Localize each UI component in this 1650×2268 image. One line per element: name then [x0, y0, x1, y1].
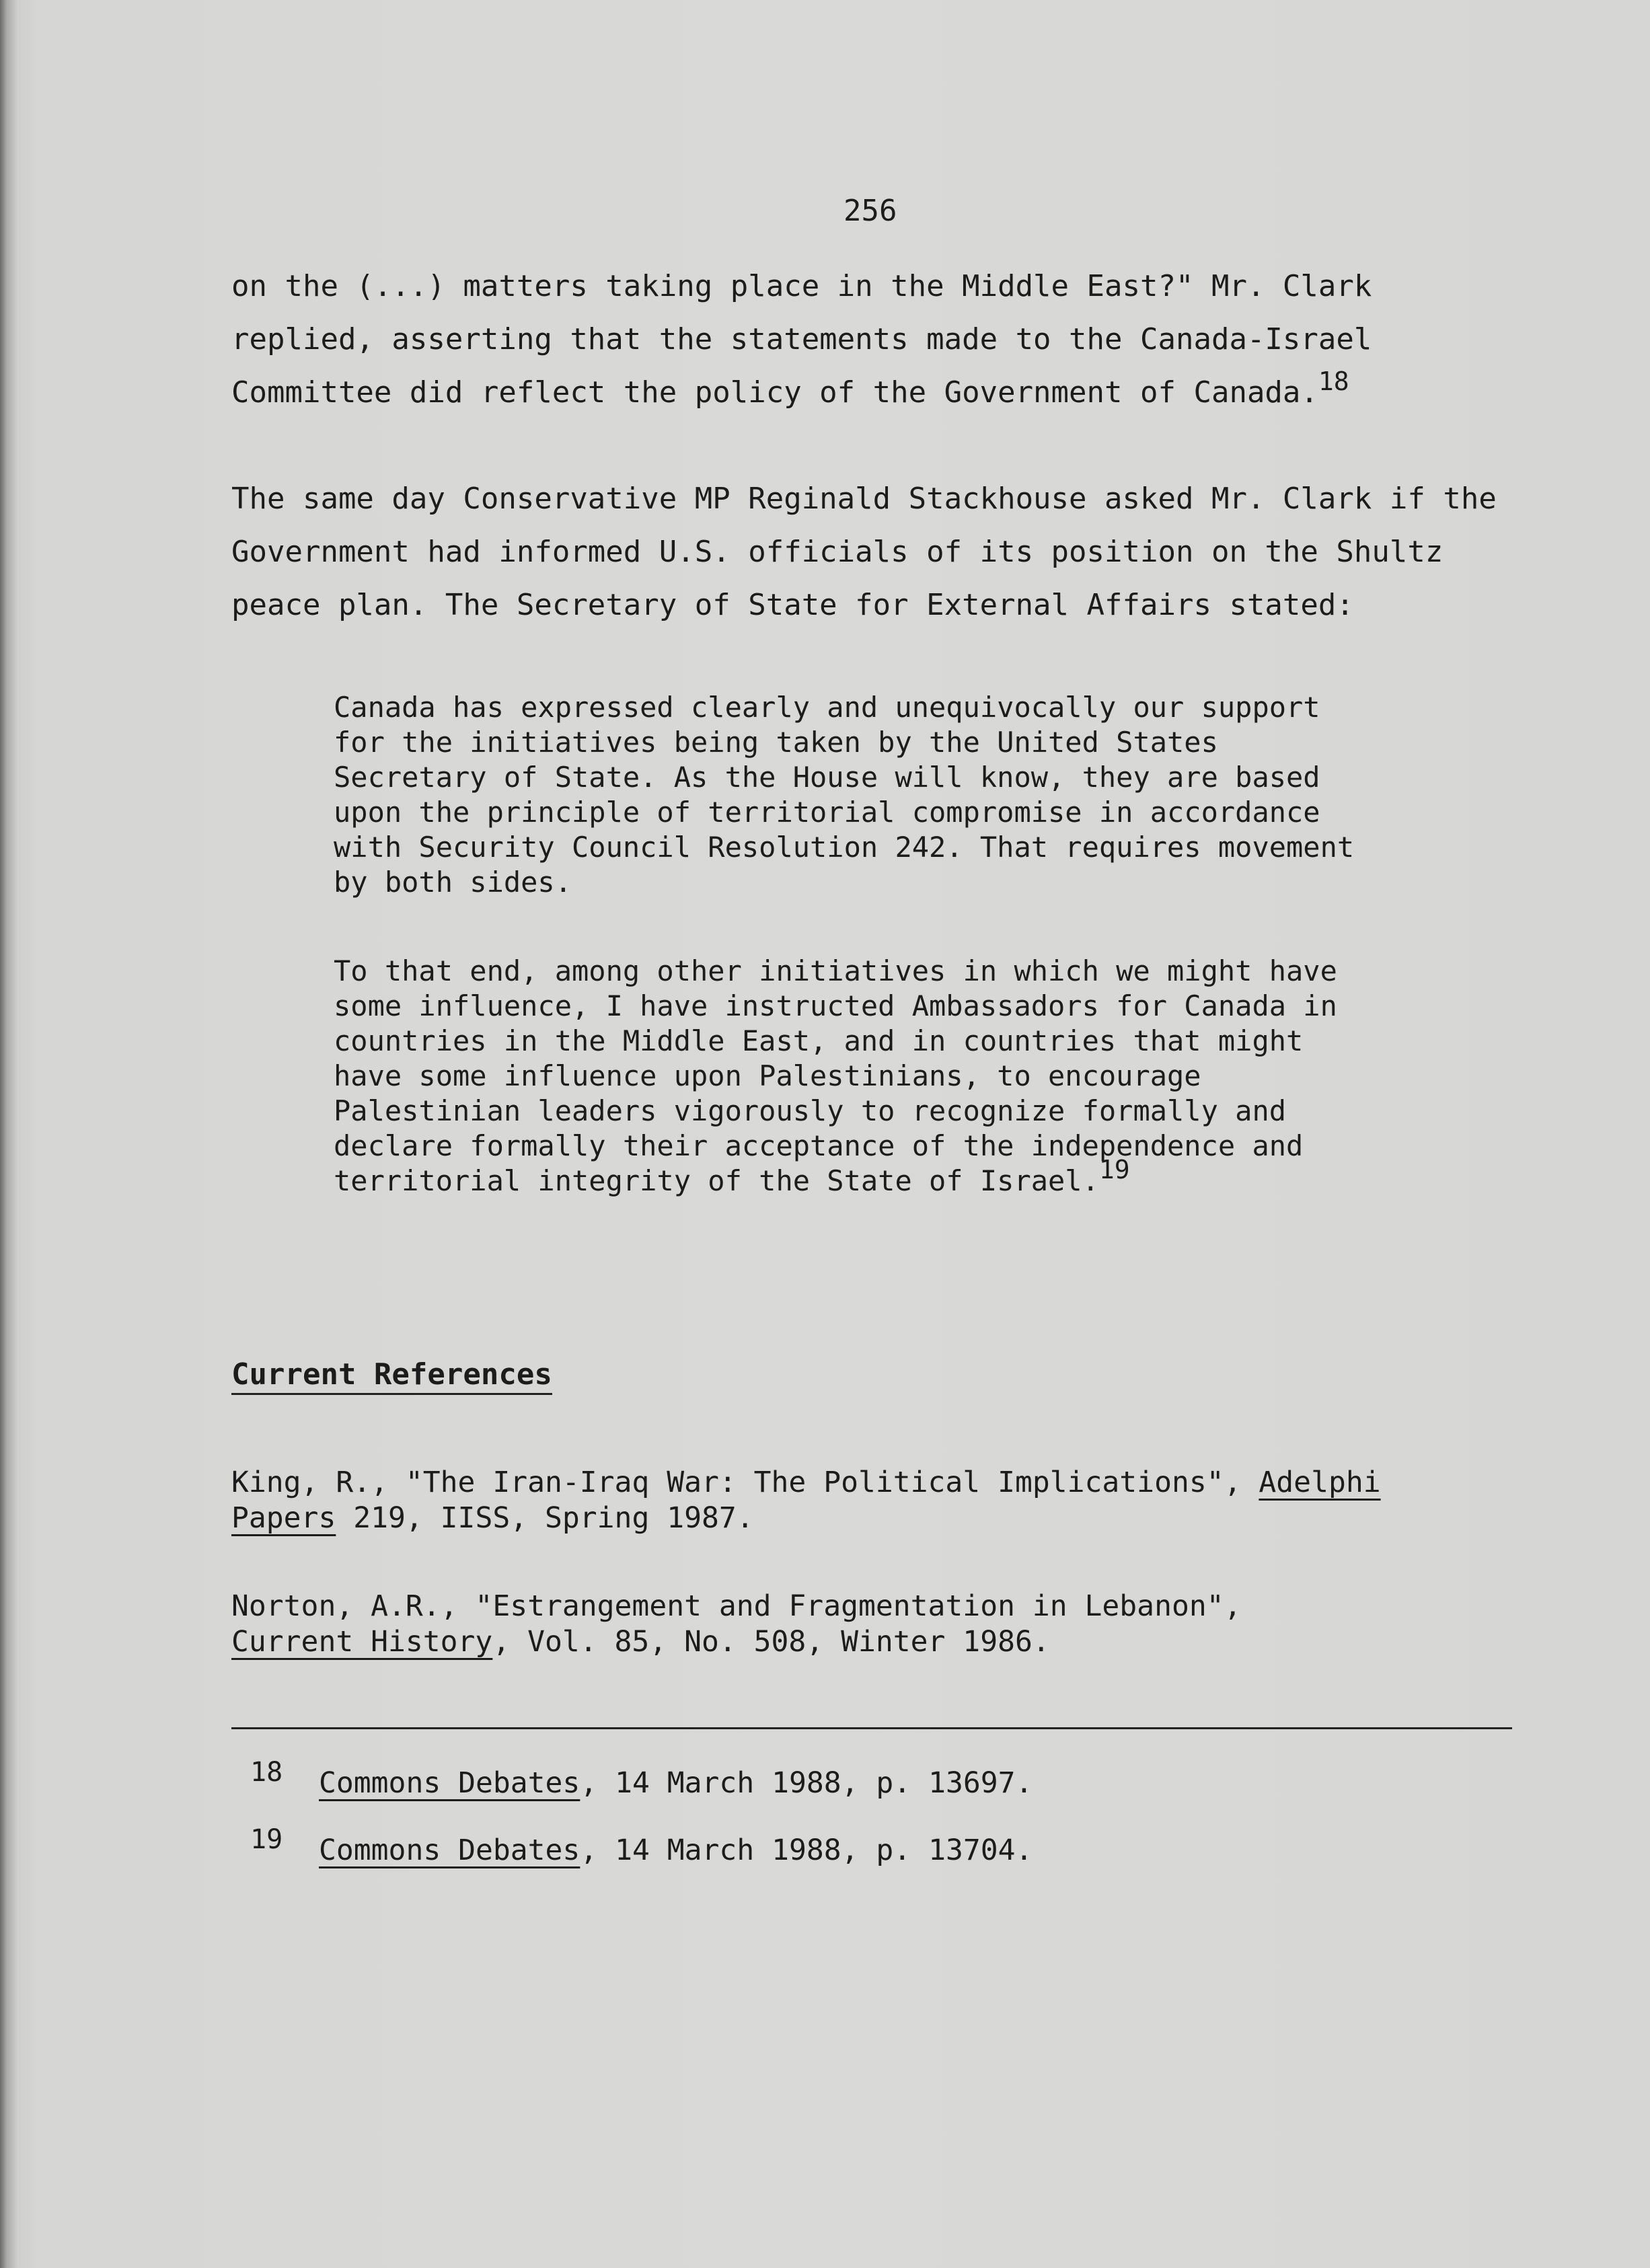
footnote-text	[319, 1834, 1033, 1867]
footnote-ref-19: 19	[1098, 1155, 1130, 1184]
footnote-source: Commons Debates	[319, 1766, 580, 1800]
quote-paragraph-2	[334, 954, 1437, 1199]
footnote-details: , 14 March 1988, p. 13704.	[580, 1834, 1033, 1867]
footnote-number: 18	[250, 1757, 283, 1788]
reference-details: , Vol. 85, No. 508, Winter 1986.	[492, 1625, 1050, 1659]
publication-title-cont: Papers	[231, 1501, 336, 1535]
reference-king	[231, 1465, 1509, 1536]
reference-author-title: King, R., "The Iran-Iraq War: The Political Implications",	[231, 1466, 1259, 1499]
page-number: 256	[843, 194, 897, 228]
footnote-ref-18: 18	[1318, 367, 1349, 396]
paragraph-clark-reply	[231, 260, 1509, 419]
reference-norton	[231, 1589, 1509, 1660]
footnote-number: 19	[250, 1824, 283, 1855]
paragraph-text: on the (...) matters taking place in the Middle East?" Mr. Clark replied, asserting that the statements made to the Canada-Israel Committee did reflect the policy of the Government of Canada.	[231, 269, 1372, 410]
footnote-divider	[231, 1727, 1512, 1729]
quote-text: To that end, among other initiatives in which we might have some influence, I have instructed Ambassadors for Canada in countries in the Middle East, and in countries that might have some influence upon Palestinians, to encourage Palestinian leaders vigorously to recognize formally and declare formally their acceptance of the independence and territorial integrity of the State of Israel.	[334, 954, 1337, 1197]
footnote-source: Commons Debates	[319, 1834, 580, 1867]
reference-author-title: Norton, A.R., "Estrangement and Fragmentation in Lebanon",	[231, 1589, 1242, 1623]
publication-title: Adelphi	[1259, 1466, 1381, 1499]
reference-details: 219, IISS, Spring 1987.	[336, 1501, 754, 1535]
current-references-heading: Current References	[231, 1357, 552, 1395]
footnote-text	[319, 1766, 1033, 1800]
footnote-details: , 14 March 1988, p. 13697.	[580, 1766, 1033, 1800]
paragraph-stackhouse: The same day Conservative MP Reginald Stackhouse asked Mr. Clark if the Government had informed U.S. officials of its position on the Shultz peace plan. The Secretary of State for External Affairs stated:	[231, 482, 1497, 622]
publication-title: Current History	[231, 1625, 493, 1659]
quote-paragraph-1: Canada has expressed clearly and unequivocally our support for the initiatives being taken by the United States Secretary of State. As the House will know, they are based upon the principle of territorial compromise in accordance with Security Council Resolution 242. That requires movement by both sides.	[334, 691, 1355, 899]
